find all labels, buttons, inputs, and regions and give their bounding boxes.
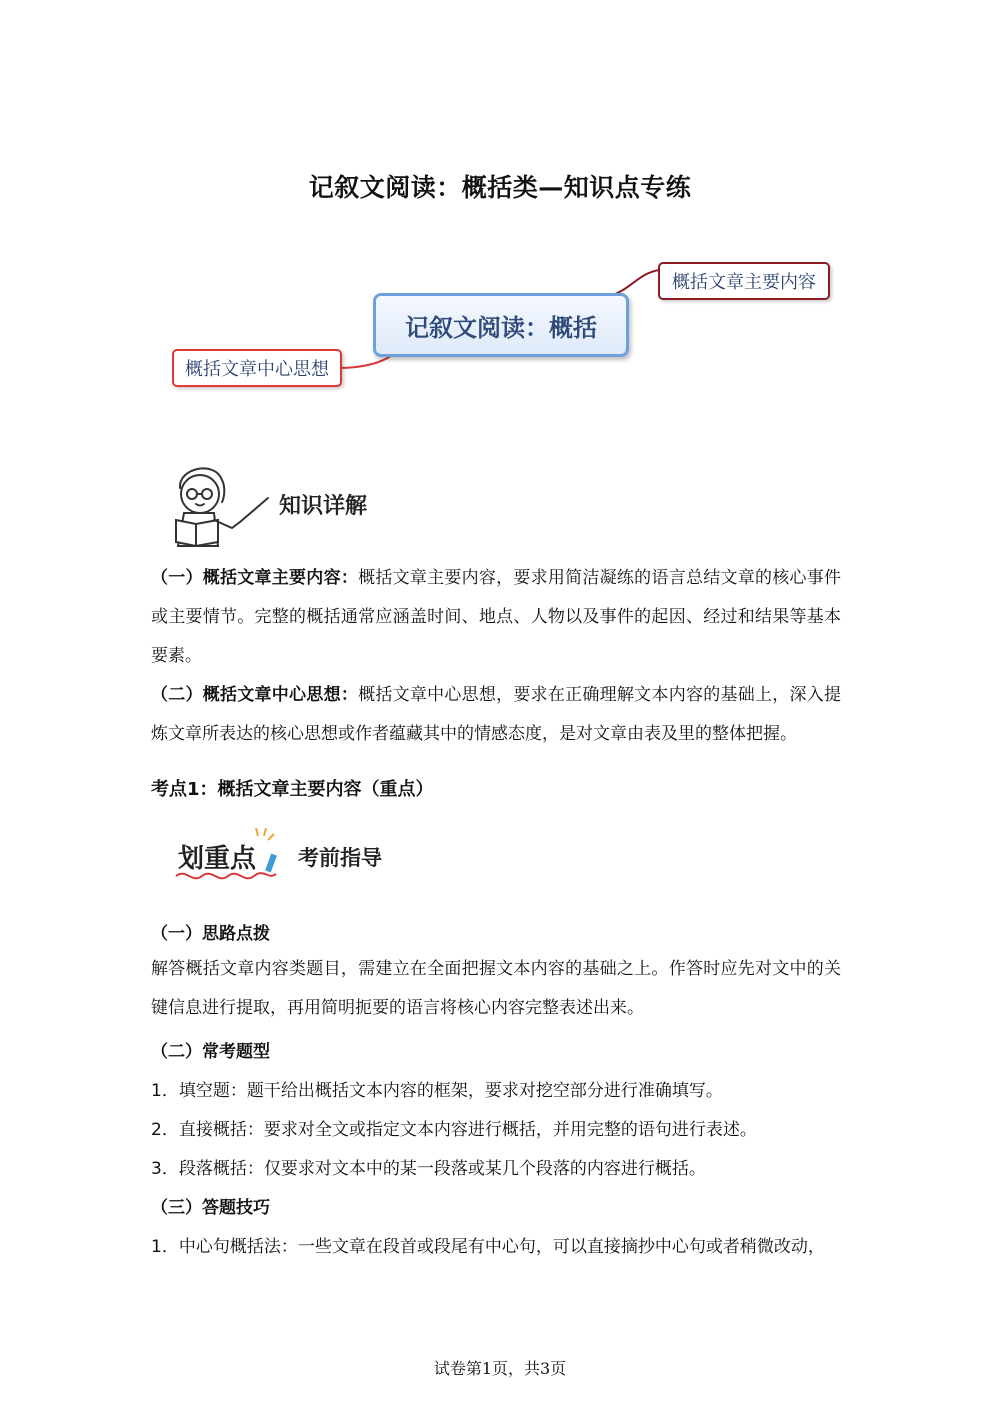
- knowledge-item-1-text: 概括文章主要内容，要求用简洁凝练的语言总结文章的核心事件或主要情节。完整的概括通常应涵盖时间、地点、人物以及事件的起因、经过和结果等基本要素。: [151, 568, 841, 666]
- page-title: 记叙文阅读：概括类—知识点专练: [308, 173, 692, 202]
- type-item-2: 2．直接概括：要求对全文或指定文本内容进行概括，并用完整的语句进行表述。: [151, 1120, 757, 1140]
- mindmap-connectors: [0, 0, 1000, 420]
- knowledge-item-1: [151, 559, 841, 676]
- knowledge-header: [170, 458, 367, 550]
- knowledge-header-label: 知识详解: [279, 492, 368, 519]
- badge-squiggle-icon: [172, 828, 284, 886]
- mindmap-center-node: 记叙文阅读：概括: [373, 293, 629, 357]
- guide-header-label: 考前指导: [298, 845, 382, 870]
- subsection-2-title: （二）常考题型: [151, 1042, 270, 1062]
- knowledge-item-2-label: （二）概括文章中心思想：: [151, 685, 359, 705]
- subsection-3-title: （三）答题技巧: [151, 1198, 270, 1218]
- type-item-1: 1．填空题：题干给出概括文本内容的框架，要求对挖空部分进行准确填写。: [151, 1081, 723, 1101]
- knowledge-item-2: [151, 676, 841, 754]
- highlight-badge: [172, 828, 284, 886]
- kaodian-title: 考点1：概括文章主要内容（重点）: [151, 779, 434, 800]
- type-item-3: 3．段落概括：仅要求对文本中的某一段落或某几个段落的内容进行概括。: [151, 1159, 706, 1179]
- knowledge-item-2-text: 概括文章中心思想，要求在正确理解文本内容的基础上，深入提炼文章所表达的核心思想或作者蕴藏其中的情感态度，是对文章由表及里的整体把握。: [151, 685, 841, 744]
- subsection-1-text: 解答概括文章内容类题目，需建立在全面把握文本内容的基础之上。作答时应先对文中的关键信息进行提取，再用简明扼要的语言将核心内容完整表述出来。: [151, 959, 841, 1018]
- teacher-icon: [170, 458, 275, 550]
- subsection-1-title: （一）思路点拨: [151, 924, 270, 944]
- mindmap-node-main-content: 概括文章主要内容: [658, 262, 830, 300]
- tip-item-1: 1．中心句概括法：一些文章在段首或段尾有中心句，可以直接摘抄中心句或者稍微改动，: [151, 1237, 825, 1257]
- knowledge-item-1-label: （一）概括文章主要内容：: [151, 568, 359, 588]
- highlight-badge-text: 划重点: [178, 844, 257, 874]
- mindmap-node-central-idea: 概括文章中心思想: [172, 349, 342, 387]
- guide-header: [172, 828, 382, 886]
- page-footer: 试卷第1页，共3页: [433, 1359, 567, 1378]
